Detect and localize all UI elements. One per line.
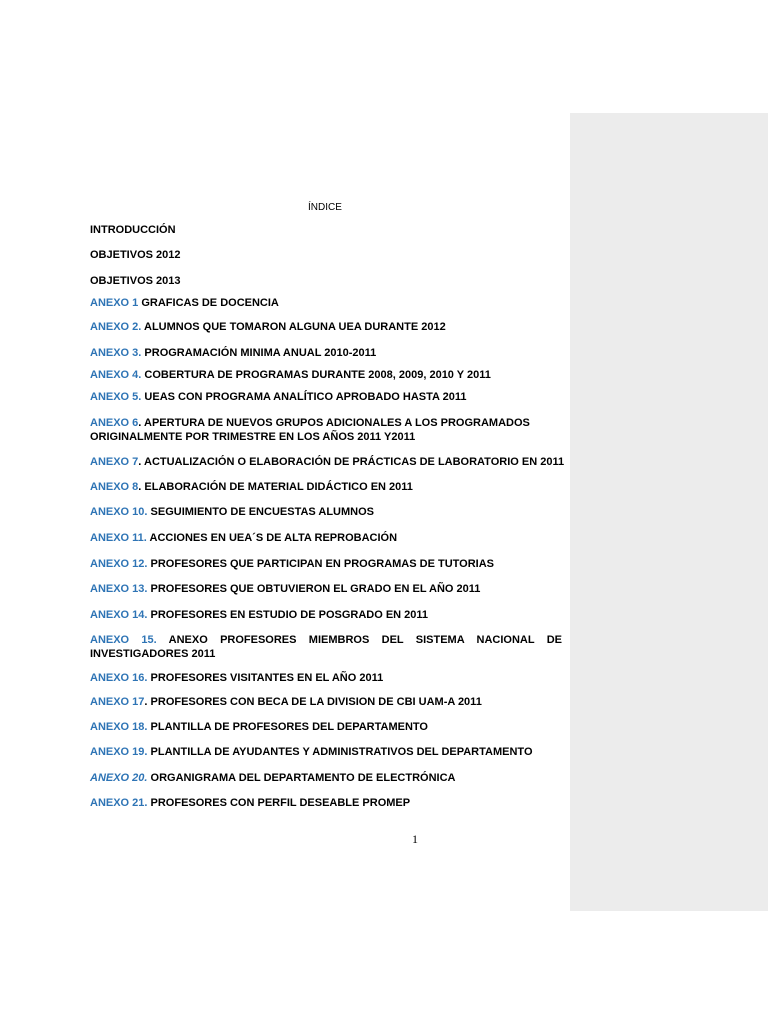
anexo-label: ANEXO 6 (90, 417, 139, 429)
index-entry-anexo-21 (90, 796, 562, 810)
anexo-label: ANEXO 12. (90, 558, 148, 570)
entry-text: . PROFESORES CON BECA DE LA DIVISION DE CBI UAM-A 2011 (144, 696, 482, 708)
entry-text: PROFESORES QUE OBTUVIERON EL GRADO EN EL AÑO 2011 (147, 583, 481, 595)
entry-text: PLANTILLA DE AYUDANTES Y ADMINISTRATIVOS DEL DEPARTAMENTO (147, 746, 533, 758)
index-entry-anexo-11 (90, 531, 562, 545)
index-entry-anexo-4 (90, 368, 562, 382)
anexo-label: ANEXO 1 (90, 297, 139, 309)
anexo-label: ANEXO 14. (90, 609, 148, 621)
index-entry-anexo-8 (90, 480, 562, 494)
comment-pane (570, 113, 768, 911)
index-entry-anexo-19 (90, 745, 562, 759)
anexo-label: ANEXO 3. (90, 347, 142, 359)
entry-text: SEGUIMIENTO DE ENCUESTAS ALUMNOS (147, 506, 375, 518)
anexo-label: ANEXO 11. (90, 532, 147, 544)
index-entry-anexo-2 (90, 320, 562, 334)
entry-text: ORGANIGRAMA DEL DEPARTAMENTO DE ELECTRÓNICA (147, 772, 456, 784)
index-entry-anexo-15 (90, 633, 562, 661)
anexo-label: ANEXO 2. (90, 321, 142, 333)
anexo-label: ANEXO 5. (90, 391, 142, 403)
index-entry-anexo-18 (90, 720, 562, 734)
index-entry-anexo-17 (90, 695, 562, 709)
page-number: 1 (412, 832, 418, 846)
anexo-label: ANEXO 15. (90, 634, 157, 646)
index-entry-anexo-13 (90, 582, 562, 596)
entry-text: ALUMNOS QUE TOMARON ALGUNA UEA DURANTE 2012 (141, 321, 446, 333)
entry-text: GRAFICAS DE DOCENCIA (138, 297, 279, 309)
entry-text: PROFESORES QUE PARTICIPAN EN PROGRAMAS DE TUTORIAS (147, 558, 495, 570)
anexo-label: ANEXO 20. (90, 772, 148, 784)
index-entry-anexo-5 (90, 390, 562, 404)
index-entry-anexo-1 (90, 296, 562, 310)
entry-text: COBERTURA DE PROGRAMAS DURANTE 2008, 2009, 2010 Y 2011 (141, 369, 491, 381)
anexo-label: ANEXO 16. (90, 672, 148, 684)
entry-text: . APERTURA DE NUEVOS GRUPOS ADICIONALES A LOS PROGRAMADOS ORIGINALMENTE POR TRIMESTRE EN LOS AÑOS 2011 Y2011 (90, 417, 530, 443)
anexo-label: ANEXO 4. (90, 369, 142, 381)
index-entry-anexo-7 (90, 455, 565, 469)
anexo-label: ANEXO 17 (90, 696, 145, 708)
index-entry-anexo-3 (90, 346, 562, 360)
entry-text: PROFESORES VISITANTES EN EL AÑO 2011 (147, 672, 384, 684)
entry-text: . ACTUALIZACIÓN O ELABORACIÓN DE PRÁCTICAS DE LABORATORIO EN 2011 (138, 456, 565, 468)
index-entry-anexo-12 (90, 557, 562, 571)
entry-text: PROGRAMACIÓN MINIMA ANUAL 2010-2011 (141, 347, 377, 359)
entry-text: ACCIONES EN UEA´S DE ALTA REPROBACIÓN (146, 532, 398, 544)
index-entry-anexo-10 (90, 505, 562, 519)
anexo-label: ANEXO 7 (90, 456, 139, 468)
anexo-label: ANEXO 21. (90, 797, 148, 809)
entry-text: ANEXO PROFESORES MIEMBROS DEL SISTEMA NACIONAL DE INVESTIGADORES 2011 (90, 634, 562, 660)
entry-text: OBJETIVOS 2013 (90, 275, 181, 287)
index-entry-anexo-20 (90, 771, 562, 785)
index-entry-anexo-6 (90, 416, 562, 444)
anexo-label: ANEXO 18. (90, 721, 148, 733)
entry-text: INTRODUCCIÓN (90, 224, 176, 236)
entry-text: UEAS CON PROGRAMA ANALÍTICO APROBADO HASTA 2011 (141, 391, 467, 403)
entry-text: . ELABORACIÓN DE MATERIAL DIDÁCTICO EN 2011 (138, 481, 413, 493)
index-entry-objetivos-2013 (90, 274, 562, 288)
index-title: ÍNDICE (308, 202, 342, 213)
anexo-label: ANEXO 19. (90, 746, 148, 758)
anexo-label: ANEXO 8 (90, 481, 139, 493)
index-entry-objetivos-2012 (90, 248, 562, 262)
entry-text: PROFESORES CON PERFIL DESEABLE PROMEP (147, 797, 411, 809)
index-entry-anexo-14 (90, 608, 562, 622)
entry-text: PLANTILLA DE PROFESORES DEL DEPARTAMENTO (147, 721, 428, 733)
index-entry-anexo-16 (90, 671, 562, 685)
entry-text: OBJETIVOS 2012 (90, 249, 181, 261)
anexo-label: ANEXO 13. (90, 583, 148, 595)
entry-text: PROFESORES EN ESTUDIO DE POSGRADO EN 2011 (147, 609, 429, 621)
index-entry-introduccion (90, 223, 562, 237)
anexo-label: ANEXO 10. (90, 506, 148, 518)
